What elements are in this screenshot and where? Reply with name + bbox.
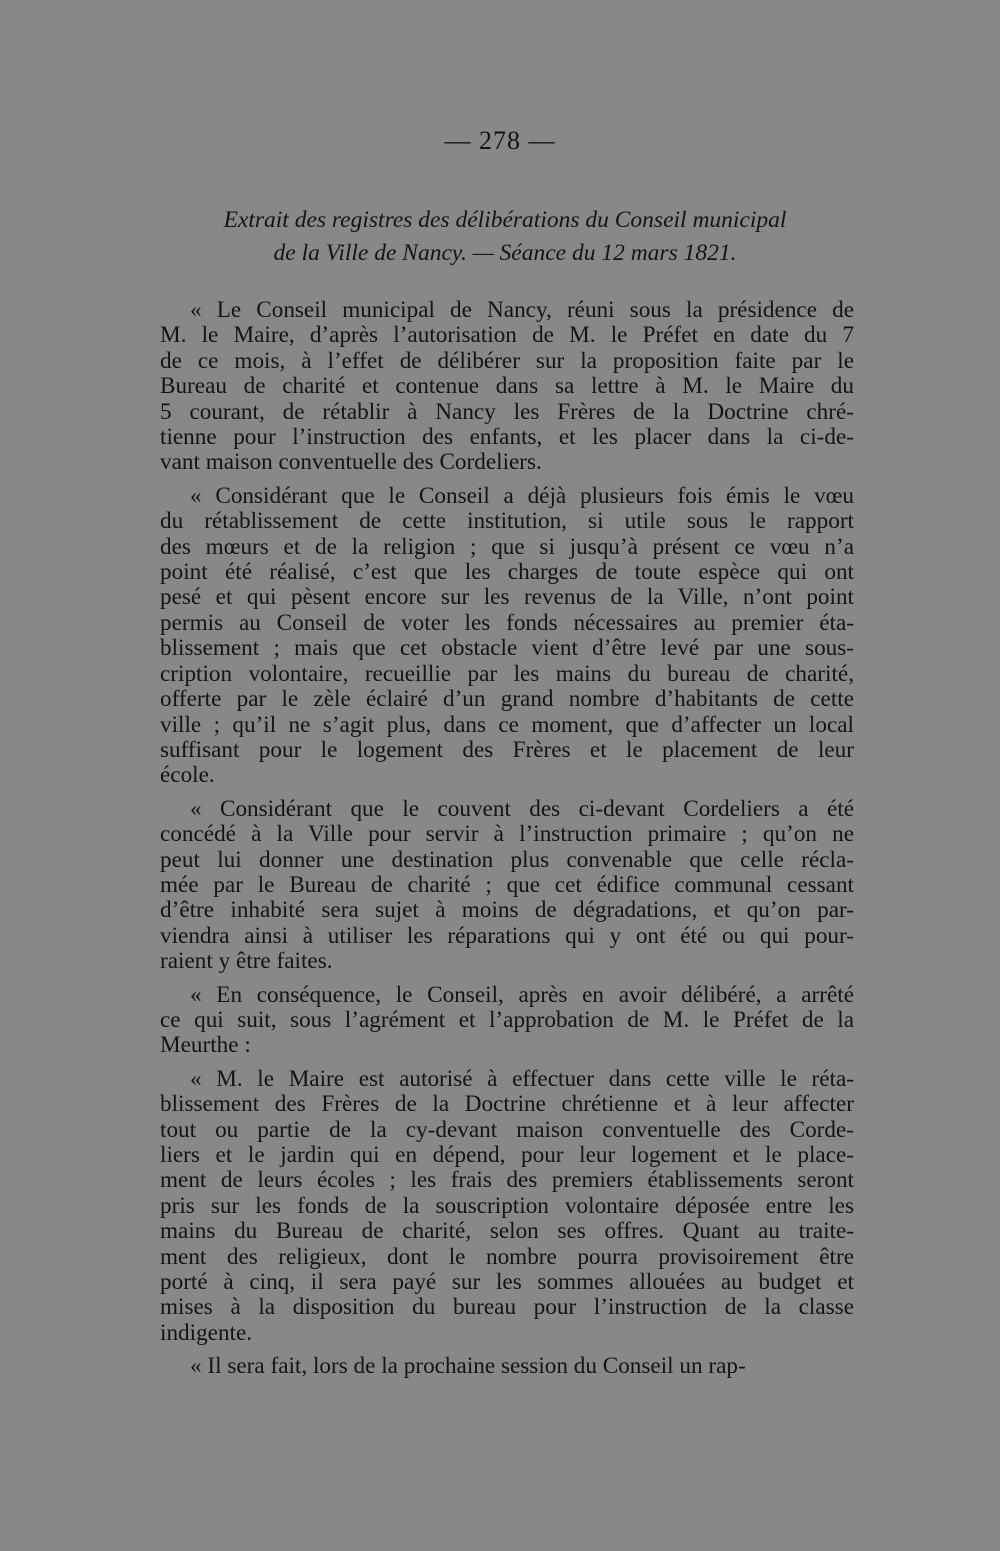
heading-line: de la Ville de Nancy. — Séance du 12 mars 1821. (273, 240, 737, 266)
text-line: concédé à la Ville pour servir à l’instruction primaire ; qu’on ne (160, 821, 854, 848)
text-line: « Considérant que le Conseil a déjà plusieurs fois émis le vœu (190, 482, 854, 509)
document-body (160, 298, 854, 1388)
text-line: tienne pour l’instruction des enfants, et les placer dans la ci-de- (160, 424, 854, 451)
text-line: cription volontaire, recueillie par les mains du bureau de charité, (160, 660, 854, 687)
paragraph (160, 1067, 854, 1346)
document-heading (160, 204, 850, 270)
page-number: — 278 — (444, 126, 556, 155)
text-line: permis au Conseil de voter les fonds nécessaires au premier éta- (160, 609, 854, 636)
text-line: peut lui donner une destination plus convenable que celle récla- (160, 846, 854, 873)
text-line: offerte par le zèle éclairé d’un grand nombre d’habitants de cette (160, 686, 854, 713)
text-line: mée par le Bureau de charité ; que cet édifice communal cessant (160, 871, 854, 898)
text-line: indigente. (160, 1319, 253, 1346)
text-line: « Considérant que le couvent des ci-devant Cordeliers a été (190, 795, 854, 822)
text-line: de ce mois, à l’effet de délibérer sur la proposition faite par le (160, 347, 854, 374)
text-line: « M. le Maire est autorisé à effectuer dans cette ville le réta- (190, 1065, 854, 1092)
text-line: ment de leurs écoles ; les frais des premiers établissements seront (160, 1167, 854, 1194)
text-line: école. (160, 762, 215, 789)
text-line: pris sur les fonds de la souscription volontaire déposée entre les (160, 1192, 854, 1219)
text-line: des mœurs et de la religion ; que si jusqu’à présent ce vœu n’a (160, 533, 854, 560)
paragraph (160, 1354, 854, 1379)
text-line: 5 courant, de rétablir à Nancy les Frères de la Doctrine chré- (160, 398, 854, 425)
text-line: ment des religieux, dont le nombre pourra provisoirement être (160, 1243, 854, 1270)
paragraph (160, 983, 854, 1059)
text-line: Meurthe : (160, 1032, 251, 1059)
text-line: vant maison conventuelle des Cordeliers. (160, 449, 542, 476)
text-line: M. le Maire, d’après l’autorisation de M. le Préfet en date du 7 (160, 322, 854, 349)
text-line: raient y être faites. (160, 948, 333, 975)
text-line: d’être inhabité sera sujet à moins de dégradations, et qu’on par- (160, 897, 854, 924)
paragraph (160, 484, 854, 789)
text-line: suffisant pour le logement des Frères et le placement de leur (160, 736, 854, 763)
text-line: « Il sera fait, lors de la prochaine session du Conseil un rap- (190, 1353, 746, 1380)
text-line: ville ; qu’il ne s’agit plus, dans ce moment, que d’affecter un local (160, 711, 854, 738)
text-line: « Le Conseil municipal de Nancy, réuni sous la présidence de (190, 297, 854, 323)
text-line: liers et le jardin qui en dépend, pour leur logement et le place- (160, 1142, 854, 1168)
text-line: mains du Bureau de charité, selon ses offres. Quant au traite- (160, 1218, 854, 1245)
text-line: du rétablissement de cette institution, si utile sous le rapport (160, 508, 854, 535)
text-line: porté à cinq, il sera payé sur les sommes allouées au budget et (160, 1269, 854, 1296)
text-line: mises à la disposition du bureau pour l’instruction de la classe (160, 1294, 854, 1321)
text-line: Bureau de charité et contenue dans sa lettre à M. le Maire du (160, 373, 854, 400)
text-line: ce qui suit, sous l’agrément et l’approbation de M. le Préfet de la (160, 1006, 854, 1033)
heading-line: Extrait des registres des délibérations du Conseil municipal (223, 207, 787, 233)
text-line: viendra ainsi à utiliser les réparations qui y ont été ou qui pour- (160, 922, 854, 949)
paragraph (160, 797, 854, 975)
text-line: tout ou partie de la cy-devant maison conventuelle des Corde- (160, 1116, 854, 1143)
text-line: blissement ; mais que cet obstacle vient d’être levé par une sous- (160, 635, 854, 662)
text-line: « En conséquence, le Conseil, après en avoir délibéré, a arrêté (190, 981, 854, 1008)
text-line: blissement des Frères de la Doctrine chrétienne et à leur affecter (160, 1091, 854, 1118)
paragraph (160, 298, 854, 476)
text-line: pesé et qui pèsent encore sur les revenus de la Ville, n’ont point (160, 584, 854, 611)
text-line: point été réalisé, c’est que les charges de toute espèce qui ont (160, 559, 854, 586)
